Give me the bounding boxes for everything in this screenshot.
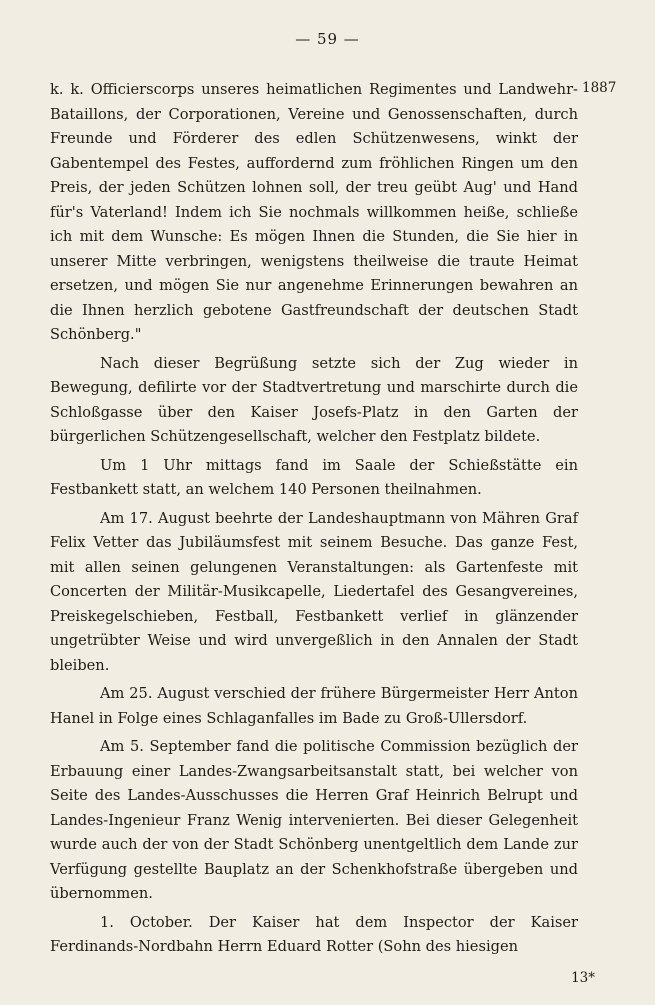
body-text (50, 78, 578, 964)
margin-year: 1887 (582, 80, 617, 96)
paragraph-august-25: Am 25. August verschied der frühere Bürgermeister Herr Anton Hanel in Folge eines Schlaganfalles im Bade zu Groß-Ullersdorf. (50, 685, 578, 727)
printer-signature: 13* (571, 970, 595, 986)
paragraph-banquet: Um 1 Uhr mittags fand im Saale der Schießstätte ein Festbankett statt, an welchem 140 Personen theilnahmen. (50, 456, 578, 498)
paragraph-procession: Nach dieser Begrüßung setzte sich der Zug wieder in Bewegung, defilirte vor der Stadtvertretung und marschirte durch die Schloßgasse über den Kaiser Josefs-Platz in den Garten der bürgerlichen Schützengesellschaft, welcher den Festplatz bildete. (50, 354, 578, 445)
paragraph-september-5: Am 5. September fand die politische Commission bezüglich der Erbauung einer Landes-Zwangsarbeitsanstalt statt, bei welcher von Seite des Landes-Ausschusses die Herren Graf Heinrich Belrupt und Landes-Ingenieur Franz Wenig intervenierten. Bei dieser Gelegenheit wurde auch der von der Stadt Schönberg unentgeltlich dem Lande zur Verfügung gestellte Bauplatz an der Schenkhofstraße übergeben und übernommen. (50, 738, 578, 902)
paragraph-august-17: Am 17. August beehrte der Landeshauptmann von Mähren Graf Felix Vetter das Jubiläumsfest mit seinem Besuche. Das ganze Fest, mit allen seinen gelungenen Veranstaltungen: als Gartenfeste mit Concerten der Militär-Musikcapelle, Liedertafel des Gesangvereines, Preiskegelschieben, Festball, Festbankett verlief in glänzender ungetrübter Weise und wird unvergeßlich in den Annalen der Stadt bleiben. (50, 509, 578, 674)
page-number: — 59 — (295, 30, 360, 48)
paragraph-speech-end: k. k. Officierscorps unseres heimatlichen Regimentes und Landwehr-Bataillons, der Corporationen, Vereine und Genossenschaften, durch Freunde und Förderer des edlen Schützenwesens, winkt der Gabentempel des Festes, auffordernd zum fröhlichen Ringen um den Preis, der jeden Schützen lohnen soll, der treu geübt Aug' und Hand für's Vaterland! Indem ich Sie nochmals willkommen heiße, schließe ich mit dem Wunsche: Es mögen Ihnen die Stunden, die Sie hier in unserer Mitte verbringen, wenigstens theilweise die traute Heimat ersetzen, und mögen Sie nur angenehme Erinnerungen bewahren an die Ihnen herzlich gebotene Gastfreundschaft der deutschen Stadt Schönberg." (50, 81, 578, 343)
paragraph-october-1: 1. October. Der Kaiser hat dem Inspector der Kaiser Ferdinands-Nordbahn Herrn Eduard Rotter (Sohn des hiesigen (50, 913, 578, 955)
